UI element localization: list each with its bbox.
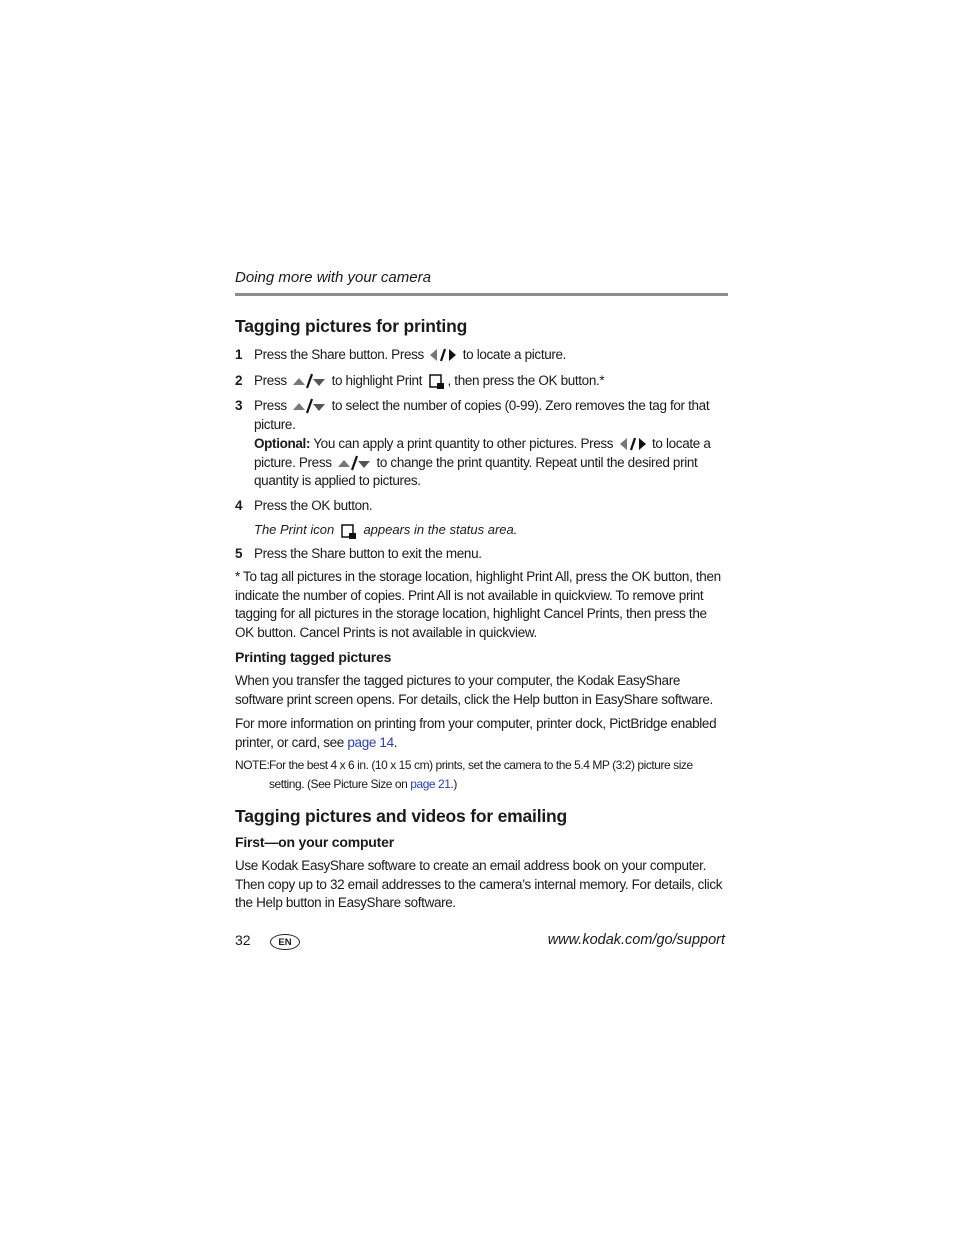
section-title-emailing: Tagging pictures and videos for emailing bbox=[235, 806, 568, 827]
step-1: 1 Press the Share button. Press to locate a picture. bbox=[235, 346, 728, 365]
step-3: 3 Press to select the number of copies (0-99). Zero removes the tag for that picture. bbox=[235, 398, 710, 432]
footnote: * To tag all pictures in the storage location, highlight Print All, press the OK button, then indicate the number of copies. Print All is not available in quickview. To remove print tagging for all pictures in the storage location, highlight Cancel Prints, then press the OK button. Cancel Prints is not available in quickview. bbox=[235, 569, 721, 640]
up-down-arrows-icon bbox=[337, 455, 371, 471]
status-area-note: The Print icon appears in the status area. bbox=[235, 521, 728, 540]
paragraph-email: Use Kodak EasyShare software to create an email address book on your computer. Then copy up to 32 email addresses to the camera’s internal memory. For details, click the Help button in EasyShare software. bbox=[235, 858, 723, 911]
section-title-printing: Tagging pictures for printing bbox=[235, 316, 468, 336]
optional-label: Optional: bbox=[254, 436, 311, 451]
page-content bbox=[235, 268, 728, 913]
support-url[interactable]: www.kodak.com/go/support bbox=[547, 932, 725, 948]
print-icon bbox=[340, 522, 358, 540]
print-icon bbox=[428, 372, 446, 390]
left-right-arrows-icon bbox=[619, 437, 647, 451]
page-footer bbox=[235, 932, 725, 952]
page-21-link[interactable]: page 21 bbox=[410, 777, 451, 792]
step-5: 5 Press the Share button to exit the menu. bbox=[235, 545, 482, 561]
page-14-link[interactable]: page 14 bbox=[347, 734, 394, 750]
optional-paragraph: Optional: You can apply a print quantity to other pictures. Press to locate a picture. Press to change the print quantity. Repeat until the desired print quantity is applied to pictures. bbox=[254, 436, 711, 488]
left-right-arrows-icon bbox=[429, 348, 457, 362]
step-4: 4 Press the OK button. bbox=[235, 497, 373, 513]
language-badge: EN bbox=[270, 934, 300, 950]
up-down-arrows-icon bbox=[292, 373, 326, 389]
paragraph-transfer: When you transfer the tagged pictures to your computer, the Kodak EasyShare software print screen opens. For details, click the Help button in EasyShare software. bbox=[235, 673, 713, 707]
note: NOTE: For the best 4 x 6 in. (10 x 15 cm) prints, set the camera to the 5.4 MP (3:2) picture size setting. (See Picture Size on page 21.) bbox=[235, 758, 693, 792]
step-2: 2 Press to highlight Print , then press the OK button.* bbox=[235, 372, 728, 391]
note-label: NOTE: bbox=[235, 758, 270, 773]
running-header: Doing more with your camera bbox=[235, 269, 431, 286]
step-number: 1 bbox=[235, 347, 243, 362]
up-down-arrows-icon bbox=[292, 398, 326, 414]
page-number: 32 bbox=[235, 932, 251, 948]
subsection-title-first: First—on your computer bbox=[235, 834, 394, 851]
paragraph-more-info: For more information on printing from your computer, printer dock, PictBridge enabled printer, or card, see page 14. bbox=[235, 716, 717, 750]
header-rule bbox=[235, 293, 728, 296]
subsection-title-printing-tagged: Printing tagged pictures bbox=[235, 649, 392, 666]
